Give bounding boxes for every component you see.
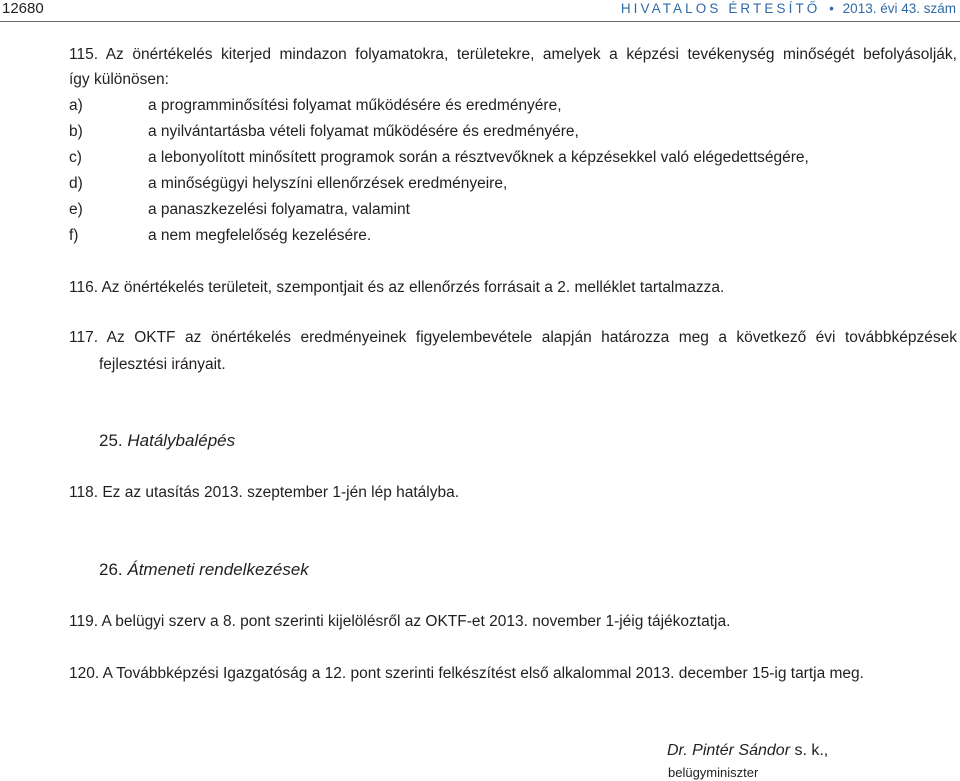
section-number: 25. <box>99 431 123 450</box>
header-rule <box>0 21 960 22</box>
publication-info <box>621 1 956 16</box>
paragraph-115-line-1: 115. Az önértékelés kiterjed mindazon folyamatokra, területekre, amelyek a képzési tevékenység minőségét befolyásolják, <box>69 46 957 63</box>
paragraph-117-line-1: 117. Az OKTF az önértékelés eredményeinek figyelembevétele alapján határozza meg a következő évi továbbképzések <box>69 329 957 346</box>
section-number: 26. <box>99 560 123 579</box>
paragraph-117-line-2: fejlesztési irányait. <box>99 356 226 373</box>
page-number: 12680 <box>2 0 44 17</box>
list-item-letter: a) <box>69 97 83 114</box>
signatory-title: belügyminiszter <box>668 765 759 780</box>
list-item-letter: c) <box>69 149 82 166</box>
signatory-name: Dr. Pintér Sándor <box>667 742 791 759</box>
page-header <box>0 0 960 22</box>
list-item-text: a programminősítési folyamat működésére és eredményére, <box>148 97 562 114</box>
list-item-text: a panaszkezelési folyamatra, valamint <box>148 201 410 218</box>
paragraph-116: 116. Az önértékelés területeit, szempontjait és az ellenőrzés forrásait a 2. melléklet tartalmazza. <box>69 279 725 296</box>
section-heading-25 <box>99 430 235 452</box>
paragraph-120: 120. A Továbbképzési Igazgatóság a 12. pont szerinti felkészítést első alkalommal 2013. december 15-ig tartja meg. <box>69 665 864 682</box>
section-title: Hatálybalépés <box>127 431 236 450</box>
list-item-letter: b) <box>69 123 83 140</box>
list-item-text: a lebonyolított minősített programok során a résztvevőknek a képzésekkel való elégedettségére, <box>148 149 809 166</box>
header-separator: • <box>829 1 834 16</box>
list-item-text: a minőségügyi helyszíni ellenőrzések eredményeire, <box>148 175 508 192</box>
list-item-letter: e) <box>69 201 83 218</box>
paragraph-115-line-2: így különösen: <box>69 71 169 88</box>
list-item-text: a nem megfelelőség kezelésére. <box>148 227 372 244</box>
signature-name <box>667 741 828 761</box>
publication-title: HIVATALOS ÉRTESÍTŐ <box>620 1 821 16</box>
list-item-letter: d) <box>69 175 83 192</box>
paragraph-119: 119. A belügyi szerv a 8. pont szerinti kijelölésről az OKTF-et 2013. november 1-jéig tájékoztatja. <box>69 613 731 630</box>
section-heading-26 <box>99 559 309 581</box>
list-item-text: a nyilvántartásba vételi folyamat működésére és eredményére, <box>148 123 579 140</box>
paragraph-118: 118. Ez az utasítás 2013. szeptember 1-jén lép hatályba. <box>69 484 460 501</box>
issue-label: 2013. évi 43. szám <box>842 1 956 16</box>
section-title: Átmeneti rendelkezések <box>127 560 309 579</box>
list-item-letter: f) <box>69 227 79 244</box>
signatory-suffix: s. k., <box>790 742 829 759</box>
